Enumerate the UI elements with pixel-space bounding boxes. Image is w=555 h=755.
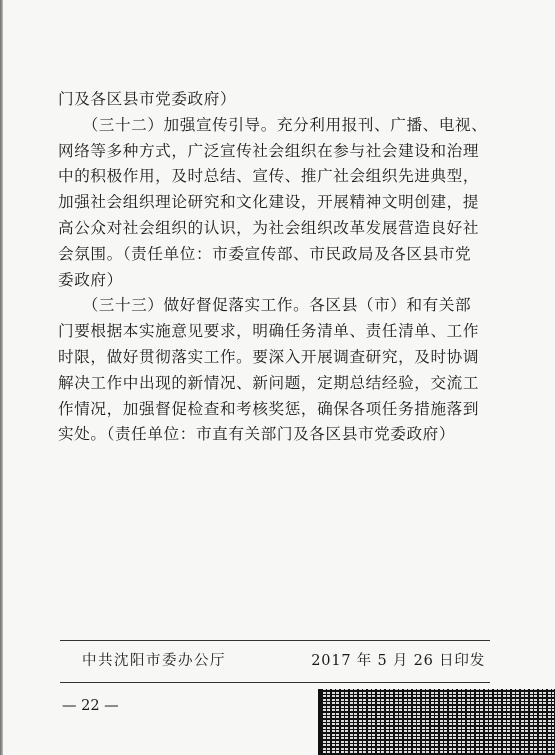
body-line: 时限，做好贯彻落实工作。要深入开展调查研究，及时协调 (58, 347, 480, 366)
footer-rule-bottom (60, 682, 490, 683)
document-body (58, 87, 498, 448)
body-line: 实处。（责任单位：市直有关部门及各区县市党委政府） (58, 425, 456, 444)
issue-date: 2017 年 5 月 26 日印发 (311, 653, 485, 669)
body-line: 门及各区县市党委政府） (58, 90, 237, 108)
body-line: 中的积极作用，及时总结、宣传、推广社会组织先进典型， (58, 167, 480, 186)
body-line: 门要根据本实施意见要求，明确任务清单、责任清单、工作 (58, 322, 480, 341)
issuer-name: 中共沈阳市委办公厅 (82, 653, 226, 669)
barcode-icon (318, 689, 555, 755)
body-line: 解决工作中出现的新情况、新问题，定期总结经验，交流工 (58, 373, 480, 392)
scan-edge (0, 0, 3, 755)
page-number: — 22 — (62, 698, 119, 714)
body-line: 作情况，加强督促检查和考核奖惩，确保各项任务措施落到 (58, 399, 480, 418)
body-line: 会氛围。（责任单位：市委宣传部、市民政局及各区县市党 (58, 244, 472, 263)
body-line: 网络等多种方式，广泛宣传社会组织在参与社会建设和治理 (58, 141, 480, 160)
body-line: 加强社会组织理论研究和文化建设，开展精神文明创建，提 (58, 193, 480, 212)
body-line: 高公众对社会组织的认识，为社会组织改革发展营造良好社 (58, 218, 480, 237)
footer-rule-top (60, 640, 490, 641)
body-line: （三十二）加强宣传引导。充分利用报刊、广播、电视、 (58, 115, 488, 134)
body-line: 委政府） (58, 270, 123, 289)
body-line: （三十三）做好督促落实工作。各区县（市）和有关部 (58, 296, 472, 315)
